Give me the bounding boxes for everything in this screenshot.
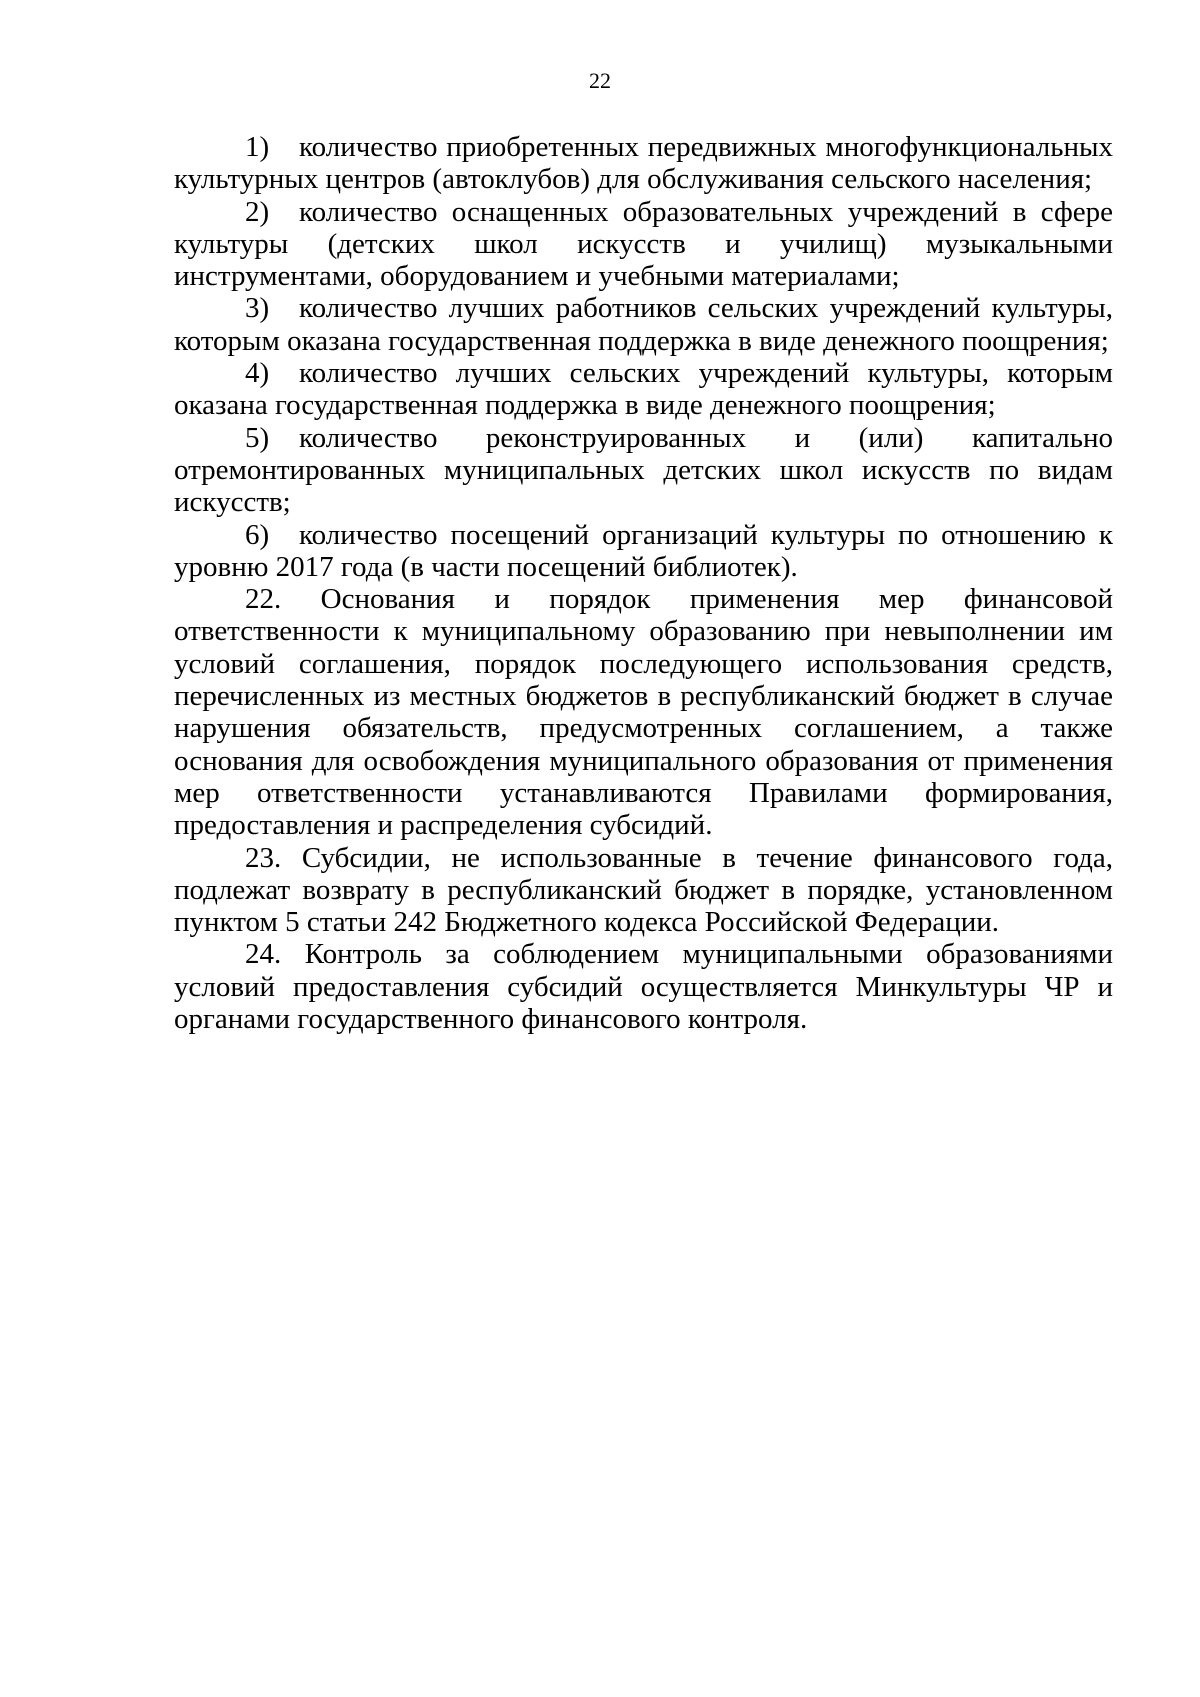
- list-item-5: [174, 422, 1113, 519]
- list-item-text: количество лучших работников сельских учреждений культуры, которым оказана государственная поддержка в виде денежного поощрения;: [174, 292, 1113, 357]
- paragraph-24: 24. Контроль за соблюдением муниципальными образованиями условий предоставления субсидий осуществляется Минкультуры ЧР и органами государственного финансового контроля.: [174, 938, 1113, 1036]
- list-item-1: [174, 131, 1113, 196]
- list-marker: 2): [245, 195, 270, 228]
- list-item-4: [174, 357, 1113, 422]
- page-number: 22: [589, 68, 611, 93]
- list-item-2: [174, 196, 1113, 293]
- list-item-text: количество оснащенных образовательных учреждений в сфере культуры (детских школ искусств и училищ) музыкальными инструментами, оборудованием и учебными материалами;: [174, 195, 1113, 293]
- list-item-text: количество реконструированных и (или) капитально отремонтированных муниципальных детских школ искусств по видам искусств;: [174, 421, 1113, 519]
- list-item-text: количество посещений организаций культуры по отношению к уровню 2017 года (в части посещений библиотек).: [174, 518, 1113, 583]
- list-item-text: количество лучших сельских учреждений культуры, которым оказана государственная поддержка в виде денежного поощрения;: [174, 357, 1113, 422]
- list-marker: 5): [245, 421, 270, 454]
- list-item-text: количество приобретенных передвижных многофункциональных культурных центров (автоклубов) для обслуживания сельского населения;: [174, 131, 1113, 196]
- paragraph-22: 22. Основания и порядок применения мер финансовой ответственности к муниципальному образованию при невыполнении им условий соглашения, порядок последующего использования средств, перечисленных из местных бюджетов в республиканский бюджет в случае нарушения обязательств, предусмотренных соглашением, а также основания для освобождения муниципального образования от применения мер ответственности устанавливаются Правилами формирования, предоставления и распределения субсидий.: [174, 583, 1113, 842]
- list-marker: 3): [245, 292, 270, 325]
- list-marker: 1): [245, 131, 270, 163]
- paragraph-23: 23. Субсидии, не использованные в течение финансового года, подлежат возврату в республиканский бюджет в порядке, установленном пунктом 5 статьи 242 Бюджетного кодекса Российской Федерации.: [174, 841, 1113, 939]
- list-item-6: [174, 519, 1113, 584]
- list-marker: 6): [245, 518, 270, 551]
- document-body: [174, 131, 1113, 1035]
- list-item-3: [174, 292, 1113, 357]
- list-marker: 4): [245, 357, 270, 390]
